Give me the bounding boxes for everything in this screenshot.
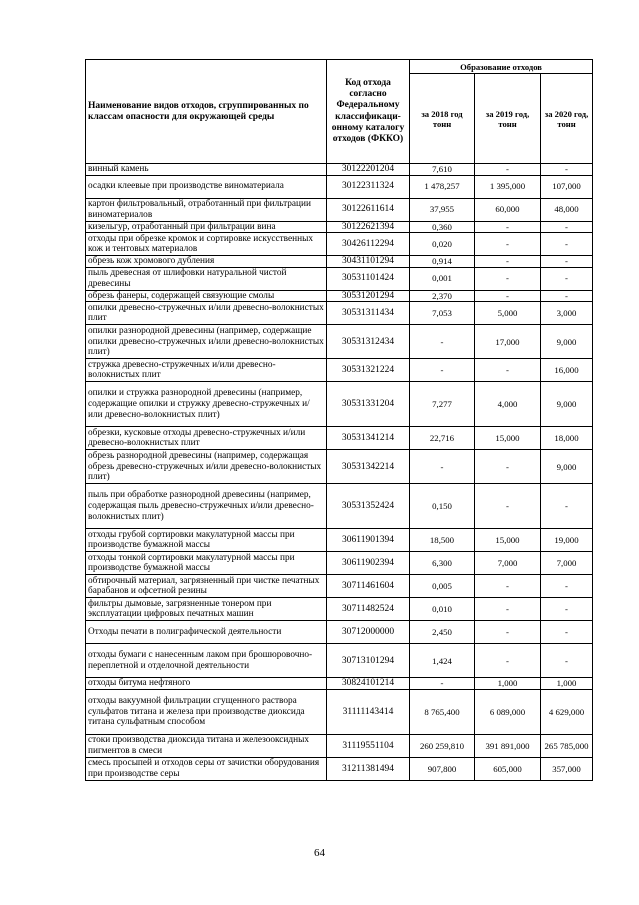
row-name: опилки древесно-стружечных и/или древесно-волокнистых плит bbox=[86, 302, 327, 325]
row-name: фильтры дымовые, загрязненные тонером при эксплуатации цифровых печатных машин bbox=[86, 598, 327, 621]
row-value-2019: 5,000 bbox=[475, 302, 541, 325]
row-value-2020: - bbox=[541, 221, 593, 233]
table-row bbox=[86, 233, 593, 256]
row-value-2019: - bbox=[475, 359, 541, 382]
row-value-2020: 9,000 bbox=[541, 382, 593, 427]
row-value-2018: - bbox=[410, 450, 475, 484]
row-value-2018: 22,716 bbox=[410, 427, 475, 450]
row-code: 30531342214 bbox=[327, 450, 410, 484]
row-value-2018: 0,020 bbox=[410, 233, 475, 256]
row-value-2019: - bbox=[475, 233, 541, 256]
header-name: Наименование видов отходов, сгруппированных по классам опасности для окружающей среды bbox=[86, 60, 327, 164]
page-number: 64 bbox=[314, 847, 325, 859]
row-code: 31211381494 bbox=[327, 757, 410, 780]
row-code: 30431101294 bbox=[327, 256, 410, 268]
row-value-2019: - bbox=[475, 621, 541, 644]
row-value-2019: - bbox=[475, 164, 541, 176]
table-row bbox=[86, 256, 593, 268]
row-value-2018: 6,300 bbox=[410, 552, 475, 575]
row-value-2018: 260 259,810 bbox=[410, 734, 475, 757]
row-name: осадки клеевые при производстве виноматериала bbox=[86, 175, 327, 198]
row-code: 30531101424 bbox=[327, 267, 410, 290]
table-row bbox=[86, 164, 593, 176]
waste-table bbox=[85, 59, 593, 781]
row-name: отходы битума нефтяного bbox=[86, 678, 327, 690]
row-value-2020: - bbox=[541, 256, 593, 268]
table-row bbox=[86, 621, 593, 644]
row-value-2019: - bbox=[475, 598, 541, 621]
table-row bbox=[86, 678, 593, 690]
row-value-2019: 605,000 bbox=[475, 757, 541, 780]
row-code: 30531311434 bbox=[327, 302, 410, 325]
row-value-2020: - bbox=[541, 290, 593, 302]
row-value-2020: 357,000 bbox=[541, 757, 593, 780]
row-code: 30531352424 bbox=[327, 484, 410, 529]
row-name: картон фильтровальный, отработанный при фильтрации виноматериалов bbox=[86, 198, 327, 221]
table-body bbox=[86, 164, 593, 781]
row-value-2020: 3,000 bbox=[541, 302, 593, 325]
row-code: 30531201294 bbox=[327, 290, 410, 302]
row-value-2018: 7,277 bbox=[410, 382, 475, 427]
row-name: стоки производства диоксида титана и железооксидных пигментов в смеси bbox=[86, 734, 327, 757]
row-value-2019: - bbox=[475, 256, 541, 268]
row-code: 30711461604 bbox=[327, 575, 410, 598]
row-value-2019: 391 891,000 bbox=[475, 734, 541, 757]
row-value-2018: 8 765,400 bbox=[410, 689, 475, 734]
row-value-2018: 1 478,257 bbox=[410, 175, 475, 198]
row-name: обрезки, кусковые отходы древесно-стружечных и/или древесно-волокнистых плит bbox=[86, 427, 327, 450]
row-value-2019: - bbox=[475, 221, 541, 233]
row-value-2019: 17,000 bbox=[475, 325, 541, 359]
row-value-2019: - bbox=[475, 290, 541, 302]
row-value-2020: 4 629,000 bbox=[541, 689, 593, 734]
row-value-2020: 265 785,000 bbox=[541, 734, 593, 757]
row-value-2020: 48,000 bbox=[541, 198, 593, 221]
table-row bbox=[86, 198, 593, 221]
row-value-2019: - bbox=[475, 267, 541, 290]
row-code: 30531331204 bbox=[327, 382, 410, 427]
row-value-2019: 15,000 bbox=[475, 427, 541, 450]
row-value-2020: 107,000 bbox=[541, 175, 593, 198]
row-value-2020: 1,000 bbox=[541, 678, 593, 690]
table-row bbox=[86, 689, 593, 734]
row-value-2019: 60,000 bbox=[475, 198, 541, 221]
row-value-2019: - bbox=[475, 484, 541, 529]
row-code: 30611901394 bbox=[327, 529, 410, 552]
table-row bbox=[86, 757, 593, 780]
row-value-2019: - bbox=[475, 644, 541, 678]
row-value-2018: 1,424 bbox=[410, 644, 475, 678]
row-value-2020: - bbox=[541, 644, 593, 678]
row-value-2020: - bbox=[541, 233, 593, 256]
table-row bbox=[86, 427, 593, 450]
row-value-2018: 0,360 bbox=[410, 221, 475, 233]
row-value-2020: 9,000 bbox=[541, 450, 593, 484]
row-value-2020: - bbox=[541, 621, 593, 644]
row-value-2020: - bbox=[541, 267, 593, 290]
header-2020: за 2020 год, тонн bbox=[541, 74, 593, 164]
row-name: опилки разнородной древесины (например, содержащие опилки древесно-стружечных и/или древесно-волокнистых плит) bbox=[86, 325, 327, 359]
table-row bbox=[86, 267, 593, 290]
row-value-2019: 4,000 bbox=[475, 382, 541, 427]
header-code: Код отхода согласно Федеральному классификаци-онному каталогу отходов (ФККО) bbox=[327, 60, 410, 164]
row-name: кизельгур, отработанный при фильтрации вина bbox=[86, 221, 327, 233]
row-code: 30713101294 bbox=[327, 644, 410, 678]
row-value-2019: 15,000 bbox=[475, 529, 541, 552]
row-code: 30711482524 bbox=[327, 598, 410, 621]
table-row bbox=[86, 221, 593, 233]
table-row bbox=[86, 290, 593, 302]
row-code: 30122311324 bbox=[327, 175, 410, 198]
row-value-2020: 18,000 bbox=[541, 427, 593, 450]
row-value-2018: - bbox=[410, 678, 475, 690]
table-row bbox=[86, 359, 593, 382]
row-code: 30712000000 bbox=[327, 621, 410, 644]
table-row bbox=[86, 598, 593, 621]
row-name: Отходы печати в полиграфической деятельности bbox=[86, 621, 327, 644]
row-value-2018: 18,500 bbox=[410, 529, 475, 552]
row-name: обрезь фанеры, содержащей связующие смолы bbox=[86, 290, 327, 302]
row-value-2018: 7,053 bbox=[410, 302, 475, 325]
row-value-2018: 0,914 bbox=[410, 256, 475, 268]
row-value-2018: 2,450 bbox=[410, 621, 475, 644]
table-row bbox=[86, 175, 593, 198]
table-row bbox=[86, 552, 593, 575]
row-code: 31119551104 bbox=[327, 734, 410, 757]
table-row bbox=[86, 734, 593, 757]
row-value-2019: 6 089,000 bbox=[475, 689, 541, 734]
row-name: пыль древесная от шлифовки натуральной чистой древесины bbox=[86, 267, 327, 290]
row-value-2018: 0,010 bbox=[410, 598, 475, 621]
row-value-2020: 16,000 bbox=[541, 359, 593, 382]
table-row bbox=[86, 302, 593, 325]
row-value-2019: 1 395,000 bbox=[475, 175, 541, 198]
row-value-2019: - bbox=[475, 575, 541, 598]
header-2018: за 2018 год тонн bbox=[410, 74, 475, 164]
row-value-2020: - bbox=[541, 575, 593, 598]
row-value-2020: - bbox=[541, 484, 593, 529]
row-code: 30426112294 bbox=[327, 233, 410, 256]
table-row bbox=[86, 382, 593, 427]
row-name: отходы грубой сортировки макулатурной массы при производстве бумажной массы bbox=[86, 529, 327, 552]
header-group: Образование отходов bbox=[410, 60, 593, 74]
row-name: отходы бумаги с нанесенным лаком при брошюровочно-переплетной и отделочной деятельности bbox=[86, 644, 327, 678]
table-row bbox=[86, 450, 593, 484]
row-value-2018: 2,370 bbox=[410, 290, 475, 302]
row-value-2018: 0,005 bbox=[410, 575, 475, 598]
row-code: 31111143414 bbox=[327, 689, 410, 734]
row-value-2020: - bbox=[541, 164, 593, 176]
row-value-2019: 7,000 bbox=[475, 552, 541, 575]
row-value-2018: - bbox=[410, 325, 475, 359]
row-code: 30531321224 bbox=[327, 359, 410, 382]
row-value-2020: 9,000 bbox=[541, 325, 593, 359]
table-row bbox=[86, 325, 593, 359]
row-value-2019: - bbox=[475, 450, 541, 484]
table-row bbox=[86, 575, 593, 598]
row-name: отходы вакуумной фильтрации сгущенного раствора сульфатов титана и железа при производстве диоксида титана сульфатным способом bbox=[86, 689, 327, 734]
row-value-2019: 1,000 bbox=[475, 678, 541, 690]
row-name: отходы тонкой сортировки макулатурной массы при производстве бумажной массы bbox=[86, 552, 327, 575]
row-code: 30824101214 bbox=[327, 678, 410, 690]
table-row bbox=[86, 529, 593, 552]
row-code: 30531312434 bbox=[327, 325, 410, 359]
row-code: 30531341214 bbox=[327, 427, 410, 450]
row-name: обтирочный материал, загрязненный при чистке печатных барабанов и офсетной резины bbox=[86, 575, 327, 598]
header-2019: за 2019 год, тонн bbox=[475, 74, 541, 164]
row-value-2018: 37,955 bbox=[410, 198, 475, 221]
table-row bbox=[86, 484, 593, 529]
row-value-2020: - bbox=[541, 598, 593, 621]
row-value-2018: 907,800 bbox=[410, 757, 475, 780]
row-value-2020: 19,000 bbox=[541, 529, 593, 552]
row-code: 30611902394 bbox=[327, 552, 410, 575]
row-code: 30122611614 bbox=[327, 198, 410, 221]
table-row bbox=[86, 644, 593, 678]
row-value-2018: 0,150 bbox=[410, 484, 475, 529]
row-code: 30122621394 bbox=[327, 221, 410, 233]
row-value-2020: 7,000 bbox=[541, 552, 593, 575]
row-value-2018: 0,001 bbox=[410, 267, 475, 290]
row-name: смесь просыпей и отходов серы от зачистки оборудования при производстве серы bbox=[86, 757, 327, 780]
row-name: обрезь кож хромового дубления bbox=[86, 256, 327, 268]
row-name: отходы при обрезке кромок и сортировке искусственных кож и тентовых материалов bbox=[86, 233, 327, 256]
row-name: пыль при обработке разнородной древесины (например, содержащая пыль древесно-стружечных и/или древесно-волокнистых плит) bbox=[86, 484, 327, 529]
row-name: обрезь разнородной древесины (например, содержащая обрезь древесно-стружечных и/или древесно-волокнистых плит) bbox=[86, 450, 327, 484]
row-name: стружка древесно-стружечных и/или древесно-волокнистых плит bbox=[86, 359, 327, 382]
row-name: опилки и стружка разнородной древесины (например, содержащие опилки и стружку древесно-стружечных и/или древесно-волокнистых плит) bbox=[86, 382, 327, 427]
row-value-2018: 7,610 bbox=[410, 164, 475, 176]
row-code: 30122201204 bbox=[327, 164, 410, 176]
row-value-2018: - bbox=[410, 359, 475, 382]
row-name: винный камень bbox=[86, 164, 327, 176]
